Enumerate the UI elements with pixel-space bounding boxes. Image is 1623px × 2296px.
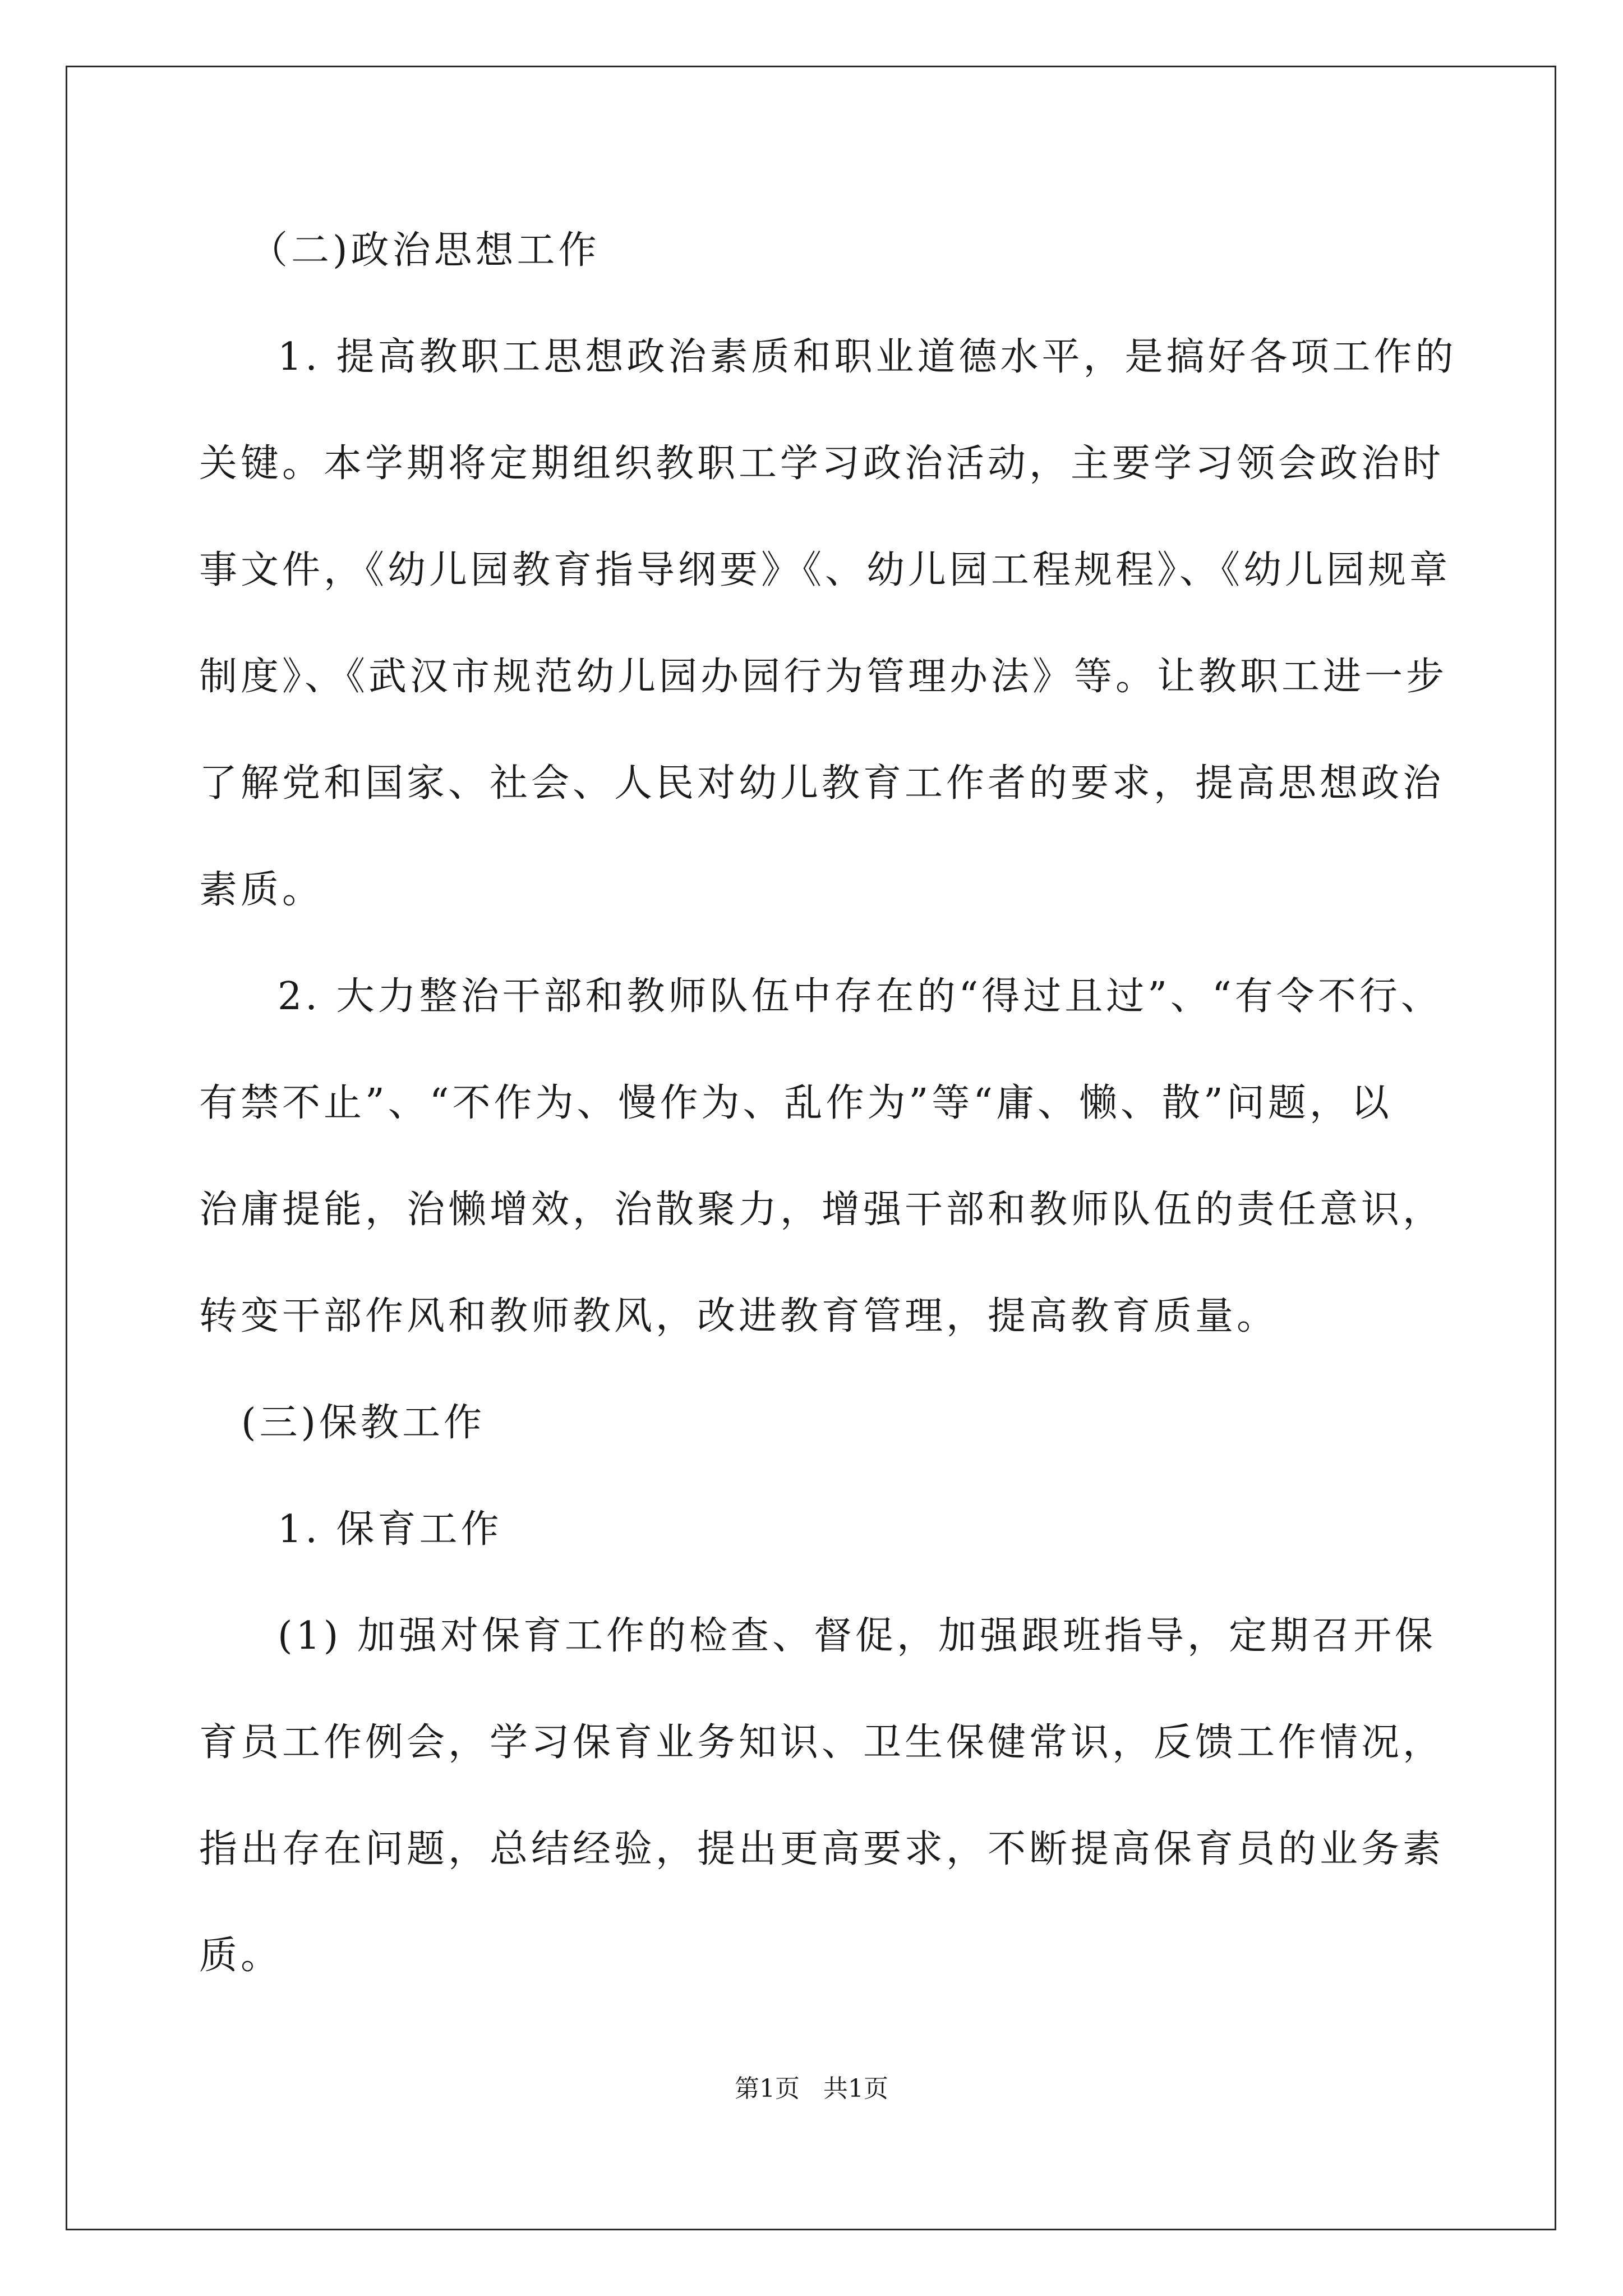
paragraph-line: 关键。本学期将定期组织教职工学习政治活动，主要学习领会政治时 xyxy=(199,441,1445,486)
subsection-heading-care: 1. 保育工作 xyxy=(278,1507,502,1552)
paragraph-line: 有禁不止”、“不作为、慢作为、乱作为”等“庸、懒、散”问题，以 xyxy=(199,1081,1393,1125)
section-heading-political: （二)政治思想工作 xyxy=(250,228,600,273)
paragraph-line: 制度》、《武汉市规范幼儿园办园行为管理办法》等。让教职工进一步 xyxy=(199,655,1448,699)
paragraph-line: 指出存在问题，总结经验，提出更高要求，不断提高保育员的业务素 xyxy=(199,1827,1445,1871)
paragraph-line: 治庸提能，治懒增效，治散聚力，增强干部和教师队伍的责任意识， xyxy=(199,1188,1445,1232)
paragraph-line: 转变干部作风和教师教风，改进教育管理，提高教育质量。 xyxy=(199,1294,1279,1338)
paragraph-line: 1. 提高教职工思想政治素质和职业道德水平，是搞好各项工作的 xyxy=(278,335,1457,379)
section-heading-care-education: (三)保教工作 xyxy=(241,1401,486,1445)
paragraph-line: 育员工作例会，学习保育业务知识、卫生保健常识，反馈工作情况， xyxy=(199,1720,1445,1765)
page-footer: 第1页 共1页 xyxy=(735,2074,888,2103)
paragraph-line: 质。 xyxy=(199,1934,283,1978)
paragraph-line: 事文件，《幼儿园教育指导纲要》《、幼儿园工程规程》、《幼儿园规章 xyxy=(199,548,1451,592)
paragraph-line: 2. 大力整治干部和教师队伍中存在的“得过且过”、“有令不行、 xyxy=(278,974,1442,1019)
paragraph-line: 了解党和国家、社会、人民对幼儿教育工作者的要求，提高思想政治 xyxy=(199,761,1445,806)
page-border xyxy=(66,66,1556,2230)
paragraph-line: (1) 加强对保育工作的检查、督促，加强跟班指导，定期召开保 xyxy=(278,1614,1436,1658)
paragraph-line: 素质。 xyxy=(199,868,324,912)
